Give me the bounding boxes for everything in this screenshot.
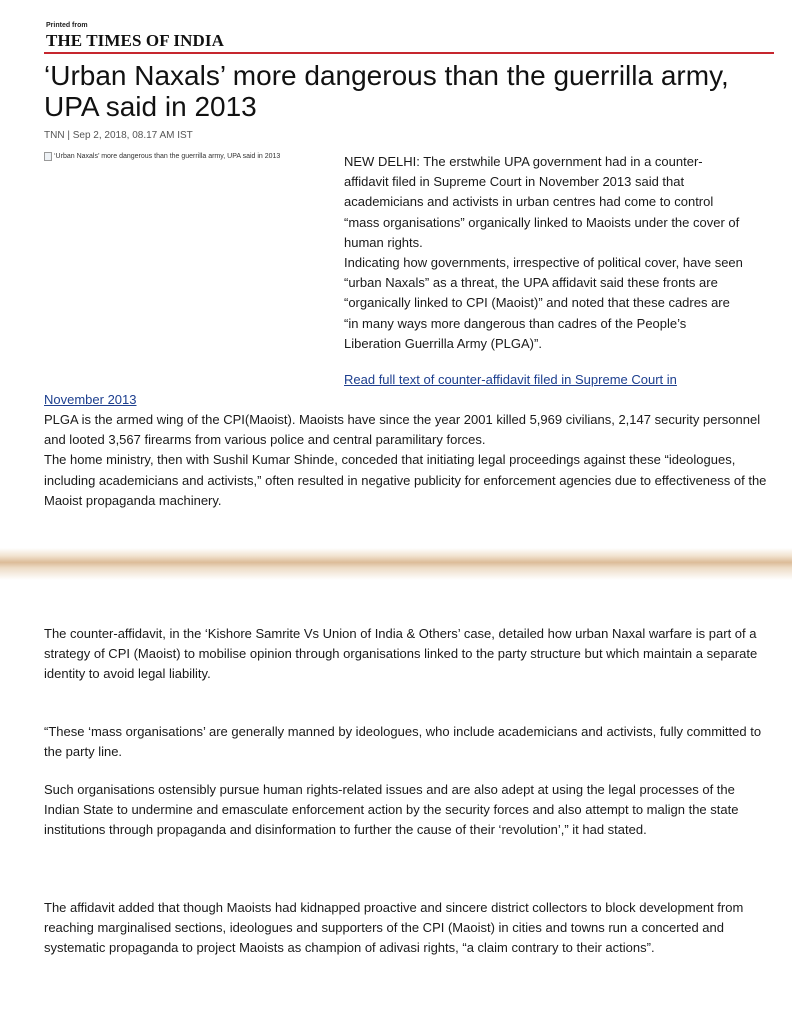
article-image — [44, 150, 329, 162]
article-title: ‘Urban Naxals’ more dangerous than the guerrilla army, UPA said in 2013 — [44, 60, 729, 122]
masthead-divider — [44, 52, 774, 54]
counter-affidavit-paragraph: The counter-affidavit, in the ‘Kishore Samrite Vs Union of India & Others’ case, detailed how urban Naxal warfare is part of a strategy of CPI (Maoist) to mobilise opinion through organisations linked to the party structure but which maintain a separate identity to avoid legal liability. — [44, 626, 758, 682]
masthead-logo: THE TIMES OF INDIA — [46, 31, 224, 50]
article-byline: TNN | Sep 2, 2018, 08.17 AM IST — [44, 130, 193, 141]
affidavit-added-paragraph: The affidavit added that though Maoists had kidnapped proactive and sincere district collectors to block development from reaching marginalised sections, ideologues and supporters of the CPI (Maoist) in cities and towns run a concerted and systematic propaganda to project Maoists as champion of adivasi rights, “a claim contrary to their actions”. — [44, 900, 744, 956]
page-fold-divider — [0, 548, 792, 580]
plga-paragraph: PLGA is the armed wing of the CPI(Maoist). Maoists have since the year 2001 killed 5,969 civilians, 2,147 security personnel and looted 3,567 firearms from various police and central paramilitary forces. — [44, 412, 761, 448]
affidavit-link-continued[interactable]: November 2013 — [44, 392, 137, 407]
broken-image-icon — [44, 152, 52, 161]
article-intro — [344, 152, 744, 354]
home-ministry-paragraph: The home ministry, then with Sushil Kumar Shinde, conceded that initiating legal proceedings against these “ideologues, including academicians and activists,” often resulted in negative publicity for enforcement agencies due to effectiveness of the Maoist propaganda machinery. — [44, 452, 767, 508]
affidavit-link[interactable]: Read full text of counter-affidavit filed in Supreme Court in — [344, 372, 677, 387]
printed-from-label: Printed from — [46, 22, 88, 29]
organisations-paragraph: Such organisations ostensibly pursue human rights-related issues and are also adept at using the legal processes of the Indian State to undermine and emasculate enforcement action by the security forces and also attempt to malign the state institutions through propaganda and disinformation to further the cause of their ‘revolution’,” it had stated. — [44, 782, 739, 838]
article-image-alt: ‘Urban Naxals’ more dangerous than the guerrilla army, UPA said in 2013 — [54, 152, 281, 160]
intro-paragraph: NEW DELHI: The erstwhile UPA government had in a counter-affidavit filed in Supreme Court in November 2013 said that academicians and activists in urban centres had come to control “mass organisations” organically linked to Maoists under the cover of human rights. — [344, 154, 740, 250]
article-body-top — [44, 410, 770, 511]
quote-paragraph: “These ‘mass organisations’ are generally manned by ideologues, who include academicians and activists, fully committed to the party line. — [44, 724, 762, 760]
intro-paragraph-2: Indicating how governments, irrespective of political cover, have seen “urban Naxals” as a threat, the UPA affidavit said these fronts are “organically linked to CPI (Maoist)” and noted that these cadres are “in many ways more dangerous than cadres of the People’s Liberation Guerrilla Army (PLGA)”. — [344, 255, 743, 351]
